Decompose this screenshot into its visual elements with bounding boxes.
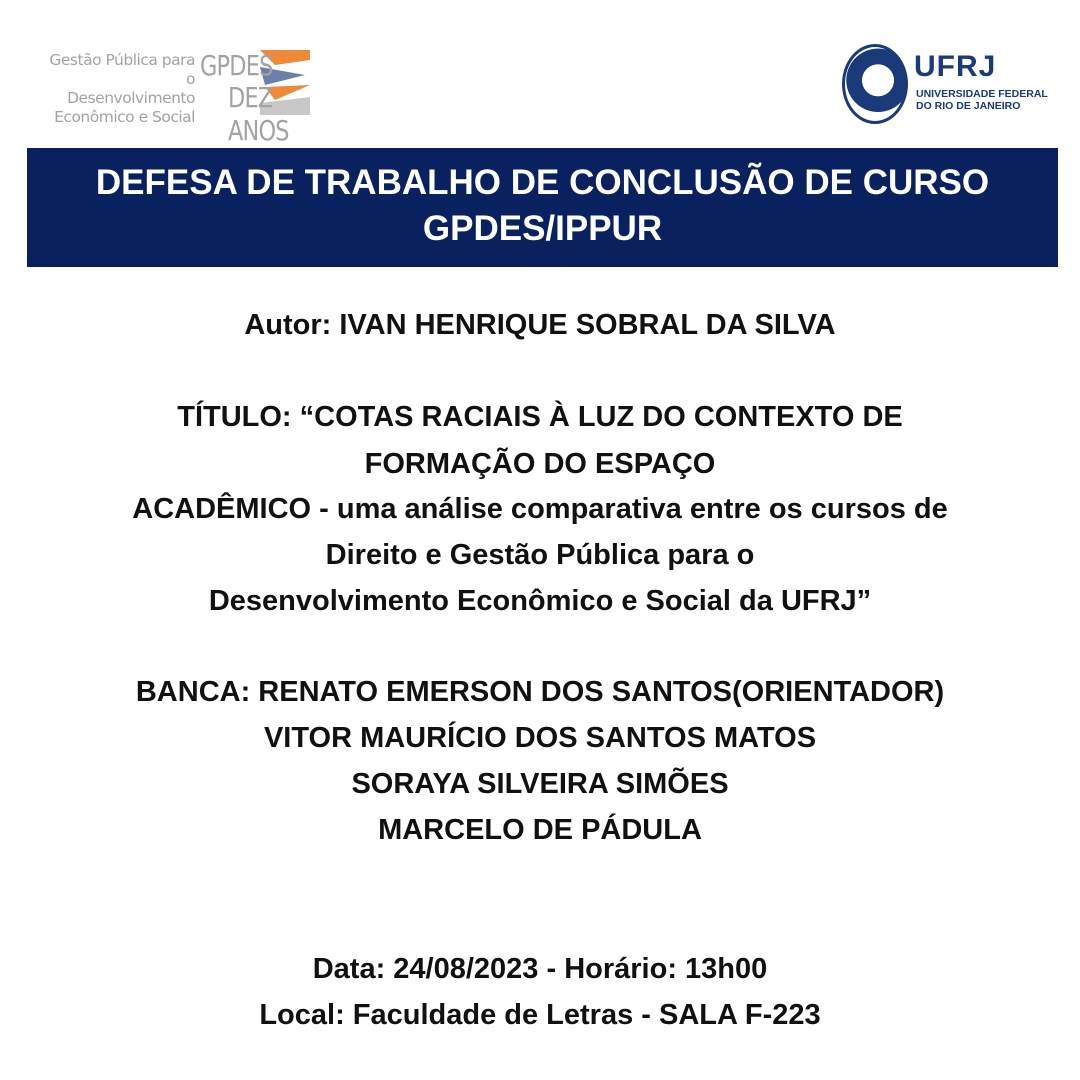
title-line: Direito e Gestão Pública para o <box>325 539 755 571</box>
banca-line: SORAYA SILVEIRA SIMÕES <box>351 768 729 800</box>
ufrj-seal-icon <box>842 44 908 124</box>
title-line: ACADÊMICO - uma análise comparativa entre os cursos de <box>132 493 948 525</box>
gpdes-tagline: Gestão Pública para o Desenvolvimento Econômico e Social <box>49 51 195 126</box>
title-line: TÍTULO: “COTAS RACIAIS À LUZ DO CONTEXTO DE <box>177 401 903 433</box>
gpdes-mark-top: GPDES <box>200 49 273 82</box>
banca-line: MARCELO DE PÁDULA <box>378 814 702 846</box>
banca-line: VITOR MAURÍCIO DOS SANTOS MATOS <box>263 722 817 754</box>
gpdes-mark-bottom: DEZ ANOS <box>228 81 289 147</box>
ufrj-logo: UFRJ UNIVERSIDADE FEDERAL DO RIO DE JANEIRO <box>840 44 1050 128</box>
title-line: Desenvolvimento Econômico e Social da UFRJ” <box>208 585 872 617</box>
title-line: FORMAÇÃO DO ESPAÇO <box>364 448 716 480</box>
title-banner: DEFESA DE TRABALHO DE CONCLUSÃO DE CURSO GPDES/IPPUR <box>27 148 1058 267</box>
gpdes-logo <box>40 45 360 147</box>
author: Autor: IVAN HENRIQUE SOBRAL DA SILVA <box>244 309 836 341</box>
location-line: Local: Faculdade de Letras - SALA F-223 <box>259 999 821 1031</box>
date-line: Data: 24/08/2023 - Horário: 13h00 <box>312 953 768 985</box>
banca-line: BANCA: RENATO EMERSON DOS SANTOS(ORIENTADOR) <box>135 676 945 708</box>
